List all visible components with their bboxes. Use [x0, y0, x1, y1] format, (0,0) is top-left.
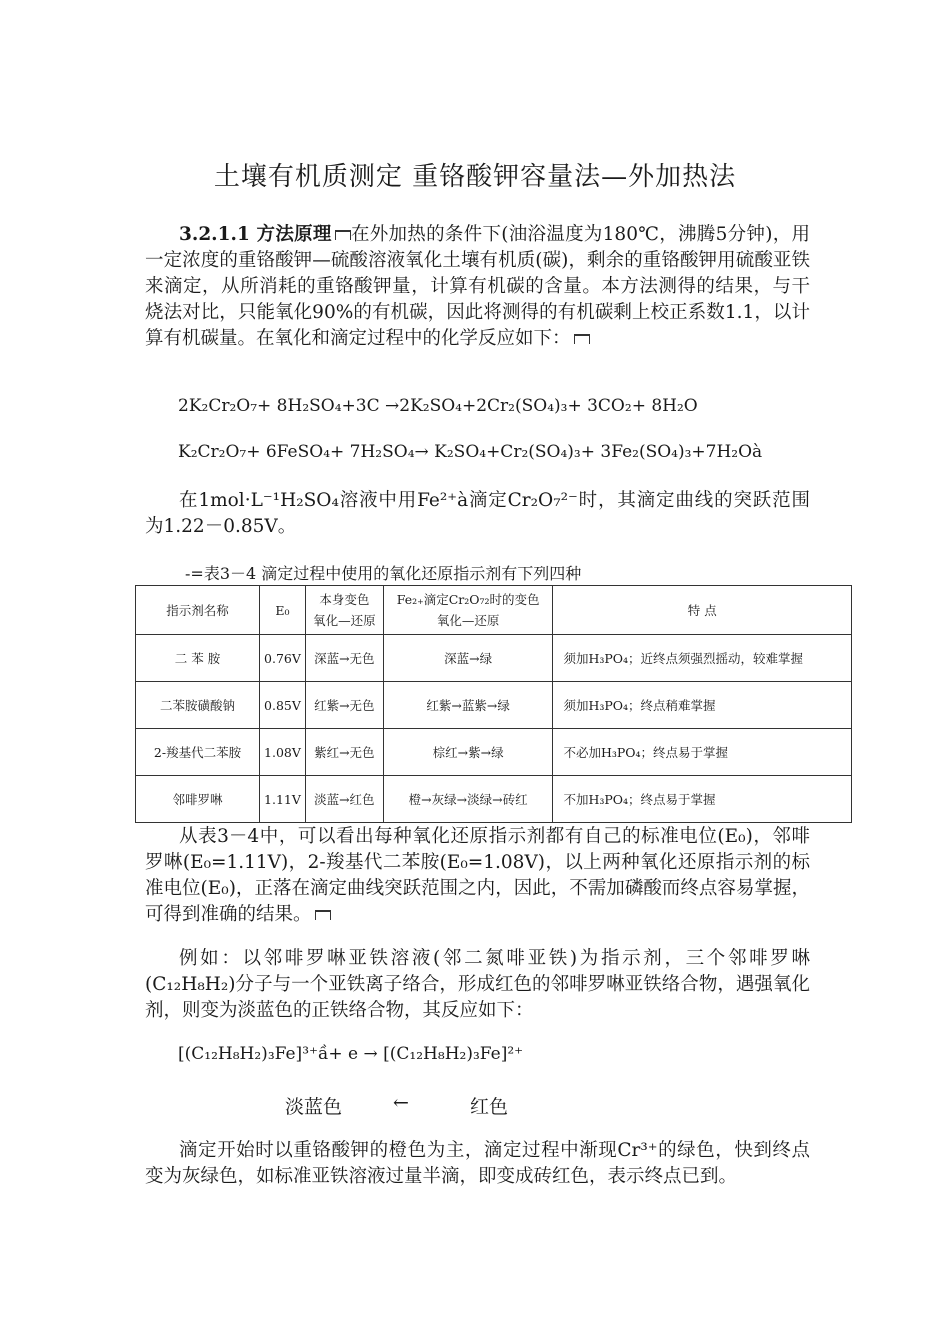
conclusion-paragraph: 滴定开始时以重铬酸钾的橙色为主，滴定过程中渐现Cr³⁺的绿色，快到终点变为灰绿色，如标准亚铁溶液过量半滴，即变成砖红色，表示终点已到。 — [145, 1140, 810, 1187]
indicator-fe-color: 棕红→紫→绿 — [383, 729, 553, 776]
indicator-feature: 须加H₃PO₄；终点稍难掌握 — [553, 682, 852, 729]
indicator-e0: 1.11V — [260, 776, 306, 823]
indicator-fe-color: 深蓝→绿 — [383, 635, 553, 682]
header-feature: 特 点 — [553, 586, 852, 635]
paragraph-mark-icon — [315, 910, 331, 920]
example-paragraph: 例如：以邻啡罗啉亚铁溶液(邻二氮啡亚铁)为指示剂，三个邻啡罗啉(C₁₂H₈H₂)分子与一个亚铁离子络合，形成红色的邻啡罗啉亚铁络合物，遇强氧化剂，则变为淡蓝色的正铁络合物，其反应如下： — [145, 948, 810, 1021]
indicator-name: 二苯胺磺酸钠 — [136, 682, 260, 729]
indicator-name: 邻啡罗啉 — [136, 776, 260, 823]
header-fe-color: Fe₂₊滴定Cr₂O₇₂时的变色 氧化—还原 — [383, 586, 553, 635]
indicator-fe-color: 橙→灰绿→淡绿→砖红 — [383, 776, 553, 823]
table-caption: -=表3－4 滴定过程中使用的氧化还原指示剂有下列四种 — [185, 564, 582, 583]
left-arrow-icon: ← — [393, 1092, 409, 1114]
principle-text: 在外加热的条件下(油浴温度为180℃，沸腾5分钟)，用一定浓度的重铬酸钾—硫酸溶液氧化土壤有机质(碳)，剩余的重铬酸钾用硫酸亚铁来滴定，从所消耗的重铬酸钾量，计算有机碳的含量。本方法测得的结果，与干烧法对比，只能氧化90%的有机碳，因此将测得的有机碳剩上校正系数1.1，以计算有机碳量。在氧化和滴定过程中的化学反应如下： — [145, 224, 810, 349]
equation-complex: [(C₁₂H₈H₂)₃Fe]³⁺ầ+ e → [(C₁₂H₈H₂)₃Fe]²⁺ — [178, 1044, 524, 1064]
range-paragraph: 在1mol·L⁻¹H₂SO₄溶液中用Fe²⁺à滴定Cr₂O₇²⁻时，其滴定曲线的突跃范围为1.22－0.85V。 — [145, 490, 810, 537]
indicator-e0: 0.85V — [260, 682, 306, 729]
indicator-self-color: 红紫→无色 — [305, 682, 383, 729]
page-title: 土壤有机质测定 重铬酸钾容量法—外加热法 — [213, 162, 737, 192]
indicator-feature: 不加H₃PO₄；终点易于掌握 — [553, 776, 852, 823]
table-row — [136, 729, 852, 776]
indicator-feature: 须加H₃PO₄；近终点须强烈摇动，较难掌握 — [553, 635, 852, 682]
principle-heading: 3.2.1.1 方法原理 — [179, 224, 332, 245]
table-header-row — [136, 586, 852, 635]
header-e0: E₀ — [260, 586, 306, 635]
principle-paragraph — [145, 222, 810, 352]
indicator-self-color: 深蓝→无色 — [305, 635, 383, 682]
equation-oxidation: 2K₂Cr₂O₇+ 8H₂SO₄+3C →2K₂SO₄+2Cr₂(SO₄)₃+ 3CO₂+ 8H₂O — [178, 396, 698, 416]
paragraph-mark-icon — [574, 334, 590, 344]
table-row — [136, 635, 852, 682]
table-row — [136, 682, 852, 729]
indicator-e0: 0.76V — [260, 635, 306, 682]
indicator-self-color: 淡蓝→红色 — [305, 776, 383, 823]
header-indicator: 指示剂名称 — [136, 586, 260, 635]
header-self-color: 本身变色 氧化—还原 — [305, 586, 383, 635]
indicator-self-color: 紫红→无色 — [305, 729, 383, 776]
analysis-text: 从表3－4中，可以看出每种氧化还原指示剂都有自己的标准电位(E₀)，邻啡罗啉(E₀=1.11V)，2-羧基代二苯胺(E₀=1.08V)，以上两种氧化还原指示剂的标准电位(E₀)，正落在滴定曲线突跃范围之内，因此，不需加磷酸而终点容易掌握，可得到准确的结果。 — [145, 826, 810, 925]
indicator-table — [135, 585, 852, 823]
indicator-fe-color: 红紫→蓝紫→绿 — [383, 682, 553, 729]
indicator-name: 二 苯 胺 — [136, 635, 260, 682]
color-red-label: 红色 — [470, 1096, 509, 1118]
analysis-paragraph — [145, 824, 810, 928]
table-row — [136, 776, 852, 823]
paragraph-mark-icon — [335, 230, 351, 240]
indicator-e0: 1.08V — [260, 729, 306, 776]
color-pale-blue-label: 淡蓝色 — [285, 1096, 343, 1118]
indicator-name: 2-羧基代二苯胺 — [136, 729, 260, 776]
equation-titration: K₂Cr₂O₇+ 6FeSO₄+ 7H₂SO₄→ K₂SO₄+Cr₂(SO₄)₃+ 3Fe₂(SO₄)₃+7H₂Oà — [178, 442, 763, 462]
indicator-feature: 不必加H₃PO₄；终点易于掌握 — [553, 729, 852, 776]
